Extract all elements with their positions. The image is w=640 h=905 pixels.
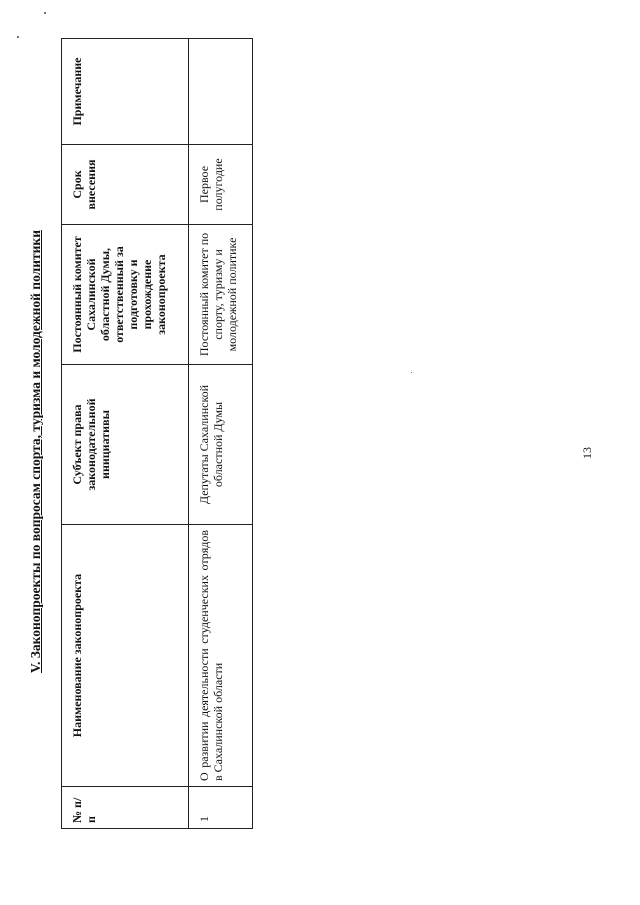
cell-note	[189, 39, 253, 145]
cell-deadline: Первое полугодие	[189, 145, 253, 225]
table-header-row	[62, 39, 189, 829]
header-num: № п/п	[62, 787, 189, 829]
header-name: Наименование законопроекта	[62, 525, 189, 787]
cell-committee: Постоянный комитет по спорту, туризму и молодежной политике	[189, 225, 253, 365]
cell-name: О развитии деятельности студенческих отрядов в Сахалинской области	[189, 525, 253, 787]
section-title: V. Законопроекты по вопросам спорта, туризма и молодежной политики	[28, 230, 43, 673]
header-note: Примечание	[62, 39, 189, 145]
cell-subject: Депутаты Сахалинской областной Думы	[189, 365, 253, 525]
cell-num: 1	[189, 787, 253, 829]
scan-speck	[17, 36, 19, 38]
bills-table	[61, 38, 253, 829]
header-subject: Субъект права законодательной инициативы	[62, 365, 189, 525]
scan-speck	[44, 12, 46, 14]
table-row	[189, 39, 253, 829]
page-number: 13	[580, 447, 594, 459]
header-deadline: Срок внесения	[62, 145, 189, 225]
header-committee: Постоянный комитет Сахалинской областной Думы, ответственный за подготовку и прохождение законопроекта	[62, 225, 189, 365]
scan-speck	[411, 372, 412, 373]
